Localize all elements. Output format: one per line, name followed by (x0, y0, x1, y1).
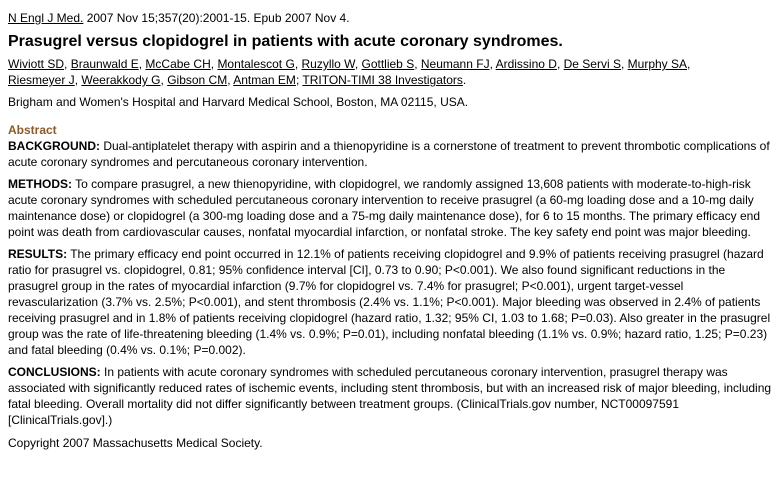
article-title: Prasugrel versus clopidogrel in patients with acute coronary syndromes. (8, 33, 563, 50)
section-label: RESULTS: (8, 247, 68, 261)
author-link[interactable]: Wiviott SD (8, 57, 65, 71)
author-link[interactable]: De Servi S (563, 57, 621, 71)
section-text: The primary efficacy end point occurred in 12.1% of patients receiving clopidogrel and 9.9% of patients receiving prasugrel (hazard ratio for prasugrel vs. clopidogrel, 0.81; 95% confidence interval [CI], 0.73 to 0.90; P<0.001). We also found significant reductions in the prasugrel group in the rates of myocardial infarction (9.7% for clopidogrel vs. 7.4% for prasugrel; P<0.001), urgent target-vessel revascularization (3.7% vs. 2.5%; P<0.001), and stent thrombosis (2.4% vs. 1.1%; P<0.001). Major bleeding was observed in 2.4% of patients receiving prasugrel and in 1.8% of patients receiving clopidogrel (hazard ratio, 1.32; 95% CI, 1.03 to 1.68; P=0.03). Also greater in the prasugrel group was the rate of life-threatening bleeding (1.4% vs. 0.9%; P=0.01), including nonfatal bleeding (1.1% vs. 0.9%; hazard ratio, 1.25; P=0.23) and fatal bleeding (0.4% vs. 0.1%; P=0.002). (8, 247, 771, 357)
abstract-methods (8, 176, 773, 240)
section-label: METHODS: (8, 177, 72, 191)
author-link[interactable]: Ardissino D (495, 57, 557, 71)
abstract-heading: Abstract (8, 123, 57, 137)
author-link[interactable]: Gottlieb S (361, 57, 415, 71)
abstract-conclusions (8, 364, 773, 428)
section-label: CONCLUSIONS: (8, 365, 101, 379)
author-link[interactable]: Ruzyllo W (301, 57, 355, 71)
abstract-results (8, 246, 773, 358)
citation-line (8, 10, 773, 26)
section-text: To compare prasugrel, a new thienopyridine, with clopidogrel, we randomly assigned 13,608 patients with moderate-to-high-risk acute coronary syndromes with scheduled percutaneous coronary intervention to receive prasugrel (a 60-mg loading dose and a 10-mg daily maintenance dose) or clopidogrel (a 300-mg loading dose and a 75-mg daily maintenance dose), for 6 to 15 months. The primary efficacy end point was death from cardiovascular causes, nonfatal myocardial infarction, or nonfatal stroke. The key safety end point was major bleeding. (8, 177, 760, 239)
author-list: Wiviott SD, Braunwald E, McCabe CH, Montalescot G, Ruzyllo W, Gottlieb S, Neumann FJ, Ardissino D, De Servi S, Murphy SA, Riesmeyer J, Weerakkody G, Gibson CM, Antman EM; TRITON-TIMI 38 Investigators. (8, 57, 691, 87)
author-link[interactable]: Gibson CM (167, 73, 228, 87)
author-link[interactable]: Montalescot G (217, 57, 295, 71)
section-text: Dual-antiplatelet therapy with aspirin and a thienopyridine is a cornerstone of treatment to prevent thrombotic complications of acute coronary syndromes and percutaneous coronary intervention. (8, 139, 770, 169)
section-label: BACKGROUND: (8, 139, 100, 153)
author-link[interactable]: Riesmeyer J (8, 73, 75, 87)
citation-details: 2007 Nov 15;357(20):2001-15. Epub 2007 Nov 4. (83, 11, 350, 25)
copyright-notice: Copyright 2007 Massachusetts Medical Society. (8, 436, 263, 450)
abstract-background (8, 138, 773, 170)
author-link[interactable]: Braunwald E (70, 57, 139, 71)
author-link[interactable]: Neumann FJ (420, 57, 490, 71)
author-link[interactable]: McCabe CH (145, 57, 211, 71)
journal-link[interactable]: N Engl J Med. (8, 11, 84, 25)
investigator-group-link[interactable]: TRITON-TIMI 38 Investigators (302, 73, 463, 87)
author-link[interactable]: Weerakkody G (81, 73, 161, 87)
section-text: In patients with acute coronary syndromes with scheduled percutaneous coronary intervention, prasugrel therapy was associated with significantly reduced rates of ischemic events, including stent thrombosis, but with an increased risk of major bleeding, including fatal bleeding. Overall mortality did not differ significantly between treatment groups. (ClinicalTrials.gov number, NCT00097591 [ClinicalTrials.gov].) (8, 365, 772, 427)
author-link[interactable]: Murphy SA (627, 57, 688, 71)
affiliation: Brigham and Women's Hospital and Harvard Medical School, Boston, MA 02115, USA. (8, 95, 469, 109)
author-link[interactable]: Antman EM (233, 73, 296, 87)
